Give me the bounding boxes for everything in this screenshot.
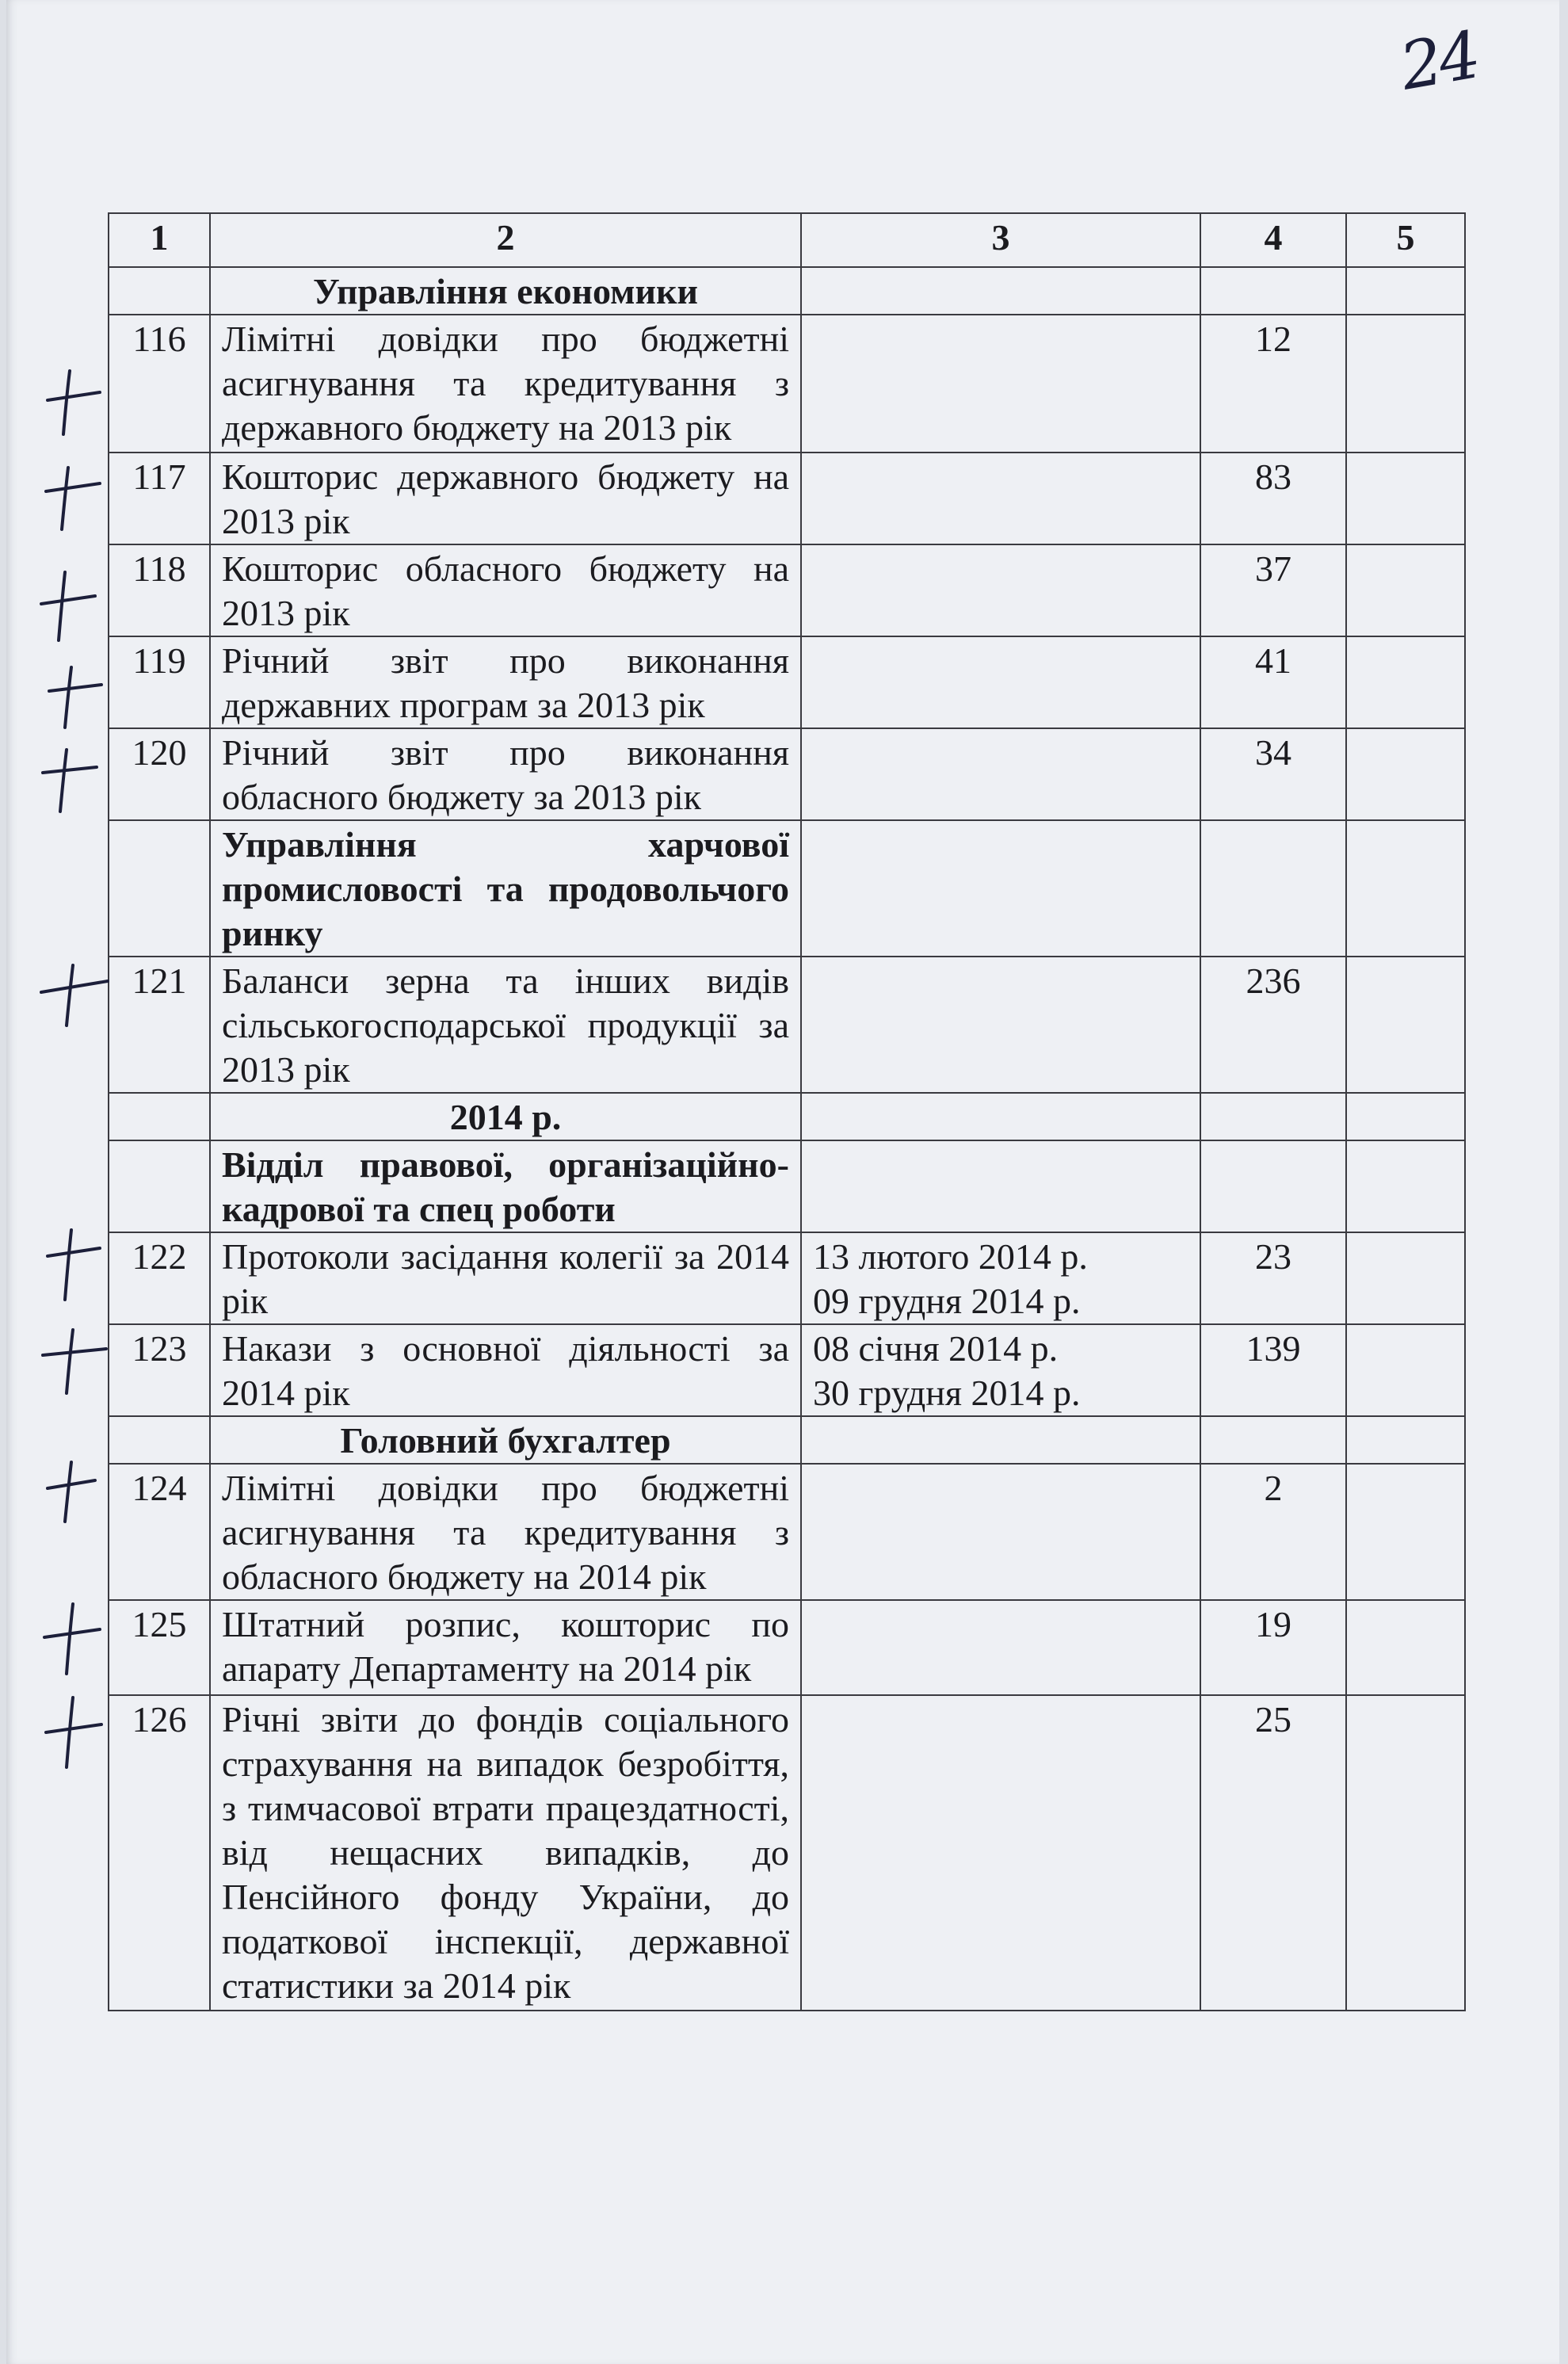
- column-header: 2: [210, 213, 801, 267]
- table-row: [109, 957, 1465, 1093]
- section-row-year: [109, 1093, 1465, 1140]
- row-number: 126: [109, 1695, 210, 2011]
- plus-mark-icon: [43, 750, 97, 812]
- row-pages: 25: [1200, 1695, 1346, 2011]
- row-pages: 19: [1200, 1600, 1346, 1695]
- column-header: 1: [109, 213, 210, 267]
- row-pages: 34: [1200, 728, 1346, 820]
- plus-mark-icon: [44, 1604, 100, 1674]
- row-note: [1346, 544, 1465, 636]
- row-note: [1346, 728, 1465, 820]
- row-title: Кошторис обласного бюджету на 2013 рік: [210, 544, 801, 636]
- table-row: [109, 1232, 1465, 1324]
- row-note: [1346, 315, 1465, 453]
- row-note: [1346, 636, 1465, 728]
- date-end: 30 грудня 2014 р.: [813, 1373, 1081, 1413]
- section-title: 2014 р.: [210, 1093, 801, 1140]
- date-end: 09 грудня 2014 р.: [813, 1281, 1081, 1321]
- row-pages: 41: [1200, 636, 1346, 728]
- row-note: [1346, 1464, 1465, 1600]
- row-note: [1346, 1600, 1465, 1695]
- row-pages: 37: [1200, 544, 1346, 636]
- document-page: [6, 0, 1559, 2364]
- row-number: 120: [109, 728, 210, 820]
- handwritten-check-marks: [6, 0, 165, 2364]
- row-dates: [801, 1464, 1200, 1600]
- row-number: 117: [109, 453, 210, 544]
- header-row: [109, 213, 1465, 267]
- plus-mark-icon: [49, 667, 101, 728]
- row-dates: [801, 1600, 1200, 1695]
- date-start: 08 січня 2014 р.: [813, 1328, 1059, 1369]
- row-note: [1346, 453, 1465, 544]
- plus-mark-icon: [48, 1230, 100, 1300]
- row-note: [1346, 957, 1465, 1093]
- column-header: 4: [1200, 213, 1346, 267]
- plus-mark-icon: [46, 468, 100, 529]
- date-start: 13 лютого 2014 р.: [813, 1236, 1088, 1277]
- row-dates: [801, 1232, 1200, 1324]
- row-dates: [801, 453, 1200, 544]
- row-pages: 2: [1200, 1464, 1346, 1600]
- row-dates: [801, 636, 1200, 728]
- section-row-chief-accountant: [109, 1416, 1465, 1464]
- row-number: 122: [109, 1232, 210, 1324]
- row-number: 124: [109, 1464, 210, 1600]
- section-row-economics: [109, 267, 1465, 315]
- section-title: Відділ правової, організаційно-кадрової та спец роботи: [210, 1140, 801, 1232]
- table-row: [109, 315, 1465, 453]
- table-row: [109, 1464, 1465, 1600]
- row-dates: [801, 544, 1200, 636]
- table-row: [109, 544, 1465, 636]
- row-note: [1346, 1695, 1465, 2011]
- plus-mark-icon: [41, 965, 108, 1025]
- row-title: Річний звіт про виконання обласного бюджету за 2013 рік: [210, 728, 801, 820]
- row-number: 116: [109, 315, 210, 453]
- row-dates: [801, 728, 1200, 820]
- row-number: 118: [109, 544, 210, 636]
- row-pages: 12: [1200, 315, 1346, 453]
- row-title: Протоколи засідання колегії за 2014 рік: [210, 1232, 801, 1324]
- row-number: 121: [109, 957, 210, 1093]
- row-dates: [801, 315, 1200, 453]
- plus-mark-icon: [41, 572, 95, 640]
- section-title: Управління харчової промисловості та продовольчого ринку: [210, 820, 801, 957]
- row-title: Штатний розпис, кошторис по апарату Департаменту на 2014 рік: [210, 1600, 801, 1695]
- row-pages: 23: [1200, 1232, 1346, 1324]
- row-note: [1346, 1324, 1465, 1416]
- row-title: Кошторис державного бюджету на 2013 рік: [210, 453, 801, 544]
- row-note: [1346, 1232, 1465, 1324]
- column-header: 3: [801, 213, 1200, 267]
- plus-mark-icon: [46, 1698, 101, 1767]
- row-title: Лімітні довідки про бюджетні асигнування та кредитування з державного бюджету на 2013 рік: [210, 315, 801, 453]
- table-row: [109, 1600, 1465, 1695]
- row-pages: 236: [1200, 957, 1346, 1093]
- table-row: [109, 453, 1465, 544]
- row-dates: [801, 1324, 1200, 1416]
- plus-mark-icon: [48, 371, 100, 434]
- row-dates: [801, 957, 1200, 1093]
- row-title: Річні звіти до фондів соціального страхування на випадок безробіття, з тимчасової втрати працездатності, від нещасних випадків, до Пенсійного фонду України, до податкової інспекції, державної статистики за 2014 рік: [210, 1695, 801, 2011]
- row-title: Лімітні довідки про бюджетні асигнування та кредитування з обласного бюджету на 2014 рік: [210, 1464, 801, 1600]
- row-number: 119: [109, 636, 210, 728]
- row-title: Баланси зерна та інших видів сільськогосподарської продукції за 2013 рік: [210, 957, 801, 1093]
- table-row: [109, 728, 1465, 820]
- section-title: Головний бухгалтер: [210, 1416, 801, 1464]
- row-number: 125: [109, 1600, 210, 1695]
- row-title: Річний звіт про виконання державних програм за 2013 рік: [210, 636, 801, 728]
- table-row: [109, 636, 1465, 728]
- section-title: Управління економики: [210, 267, 801, 315]
- handwritten-page-number: 24: [1394, 17, 1483, 105]
- row-title: Накази з основної діяльності за 2014 рік: [210, 1324, 801, 1416]
- row-pages: 83: [1200, 453, 1346, 544]
- register-table: [108, 212, 1466, 2011]
- plus-mark-icon: [48, 1462, 95, 1522]
- plus-mark-icon: [43, 1330, 106, 1393]
- table-row: [109, 1324, 1465, 1416]
- table-row: [109, 1695, 1465, 2011]
- row-number: 123: [109, 1324, 210, 1416]
- row-pages: 139: [1200, 1324, 1346, 1416]
- row-dates: [801, 1695, 1200, 2011]
- section-row-legal: [109, 1140, 1465, 1232]
- column-header: 5: [1346, 213, 1465, 267]
- section-row-food-industry: [109, 820, 1465, 957]
